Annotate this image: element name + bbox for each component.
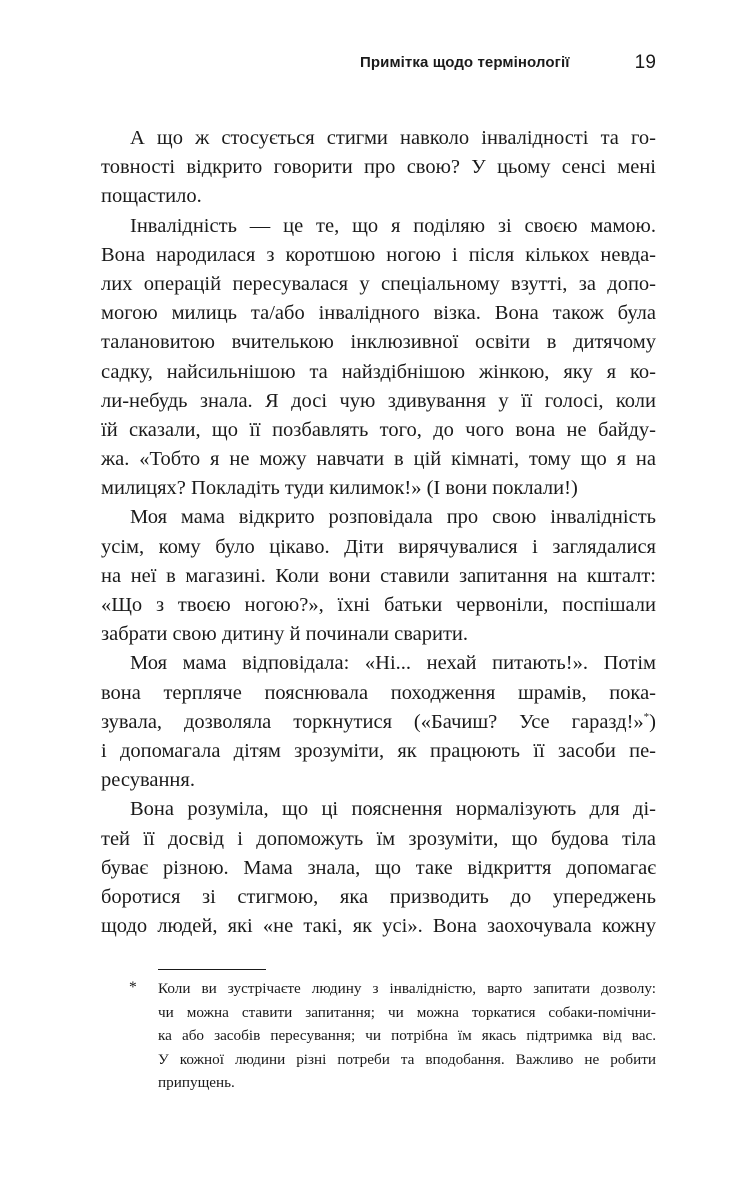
footnote-marker: * [129, 979, 137, 996]
running-header [360, 52, 656, 74]
footnote-reference: * [643, 710, 650, 723]
text-line: тей її досвід і допоможуть їм зрозуміти, що будова тіла [101, 827, 656, 850]
text-line: Вона розуміла, що ці пояснення нормалізують для ді- [130, 798, 656, 821]
text-line: ли-небудь знала. Я досі чую здивування у її голосі, коли [101, 389, 656, 412]
paragraph [101, 503, 656, 649]
text-line: вона терпляче пояснювала походження шрамів, пока- [101, 681, 656, 704]
text-line: «Що з твоєю ногою?», їхні батьки червоніли, поспішали [101, 594, 656, 616]
text-line: талановитою вчителькою інклюзивної освіти в дитячому [101, 331, 656, 354]
text-line: лих операцій пересувалася у спеціальному взутті, за допо- [101, 272, 656, 295]
text-line: ресування. [101, 769, 195, 792]
body-text [101, 124, 656, 941]
text-line: пощастило. [101, 185, 202, 208]
text-line: усім, кому було цікаво. Діти вирячувалися і заглядалися [101, 535, 656, 558]
text-line: буває різною. Мама знала, що таке відкриття допомагає [101, 856, 656, 879]
footnote [158, 977, 656, 1095]
text-line-content: зувала, дозволяла торкнутися («Бачиш? Усе гаразд!» [101, 710, 644, 733]
text-line-with-footnote: зувала, дозволяла торкнутися («Бачиш? Усе гаразд!»*) [101, 710, 656, 733]
text-line: милицях? Покладіть туди килимок!» (І вони поклали!) [101, 477, 578, 500]
text-line: Інвалідність — це те, що я поділяю зі своєю мамою. [130, 214, 656, 237]
footnote-line: ка або засобів пересування; чи потрібна їм якась підтримка від вас. [158, 1027, 656, 1045]
paragraph [101, 212, 656, 504]
footnote-line: Коли ви зустрічаєте людину з інвалідністю, варто запитати дозволу: [158, 980, 656, 997]
text-line: Вона народилася з коротшою ногою і після кількох невда- [101, 243, 656, 266]
paragraph [101, 124, 656, 212]
footnote-line: чи можна ставити запитання; чи можна торкатися собаки-помічни- [158, 1003, 656, 1021]
text-line: товності відкрито говорити про свою? У цьому сенсі мені [101, 156, 656, 179]
text-line: щодо людей, які «не такі, як усі». Вона заохочувала кожну [101, 915, 656, 938]
text-line: жа. «Тобто я не можу навчати в цій кімнаті, тому що я на [101, 448, 656, 471]
text-line: садку, найсильнішою та найздібнішою жінкою, яку я ко- [101, 360, 656, 383]
text-line: Моя мама відповідала: «Ні... нехай питають!». Потім [130, 652, 656, 675]
chapter-title: Примітка щодо термінології [360, 54, 570, 71]
footnote-line: припущень. [158, 1074, 235, 1092]
footnote-line: У кожної людини різні потреби та вподобання. Важливо не робити [158, 1050, 656, 1068]
text-line: і допомагала дітям зрозуміти, як працюють її засоби пе- [101, 739, 656, 762]
text-line: забрати свою дитину й починали сварити. [101, 623, 469, 646]
text-line: А що ж стосується стигми навколо інвалідності та го- [130, 127, 656, 149]
text-line: могою милиць та/або інвалідного візка. Вона також була [101, 302, 656, 325]
text-line: їй сказали, що її позбавлять того, до чого вона не байду- [101, 418, 656, 441]
paragraph [101, 795, 656, 941]
text-line: боротися зі стигмою, яка призводить до упереджень [101, 885, 656, 908]
footnote-divider [158, 969, 266, 970]
paragraph [101, 649, 656, 795]
text-line: Моя мама відкрито розповідала про свою інвалідність [130, 506, 656, 529]
page-number: 19 [634, 52, 656, 73]
text-line: на неї в магазині. Коли вони ставили запитання на кшталт: [101, 564, 656, 587]
